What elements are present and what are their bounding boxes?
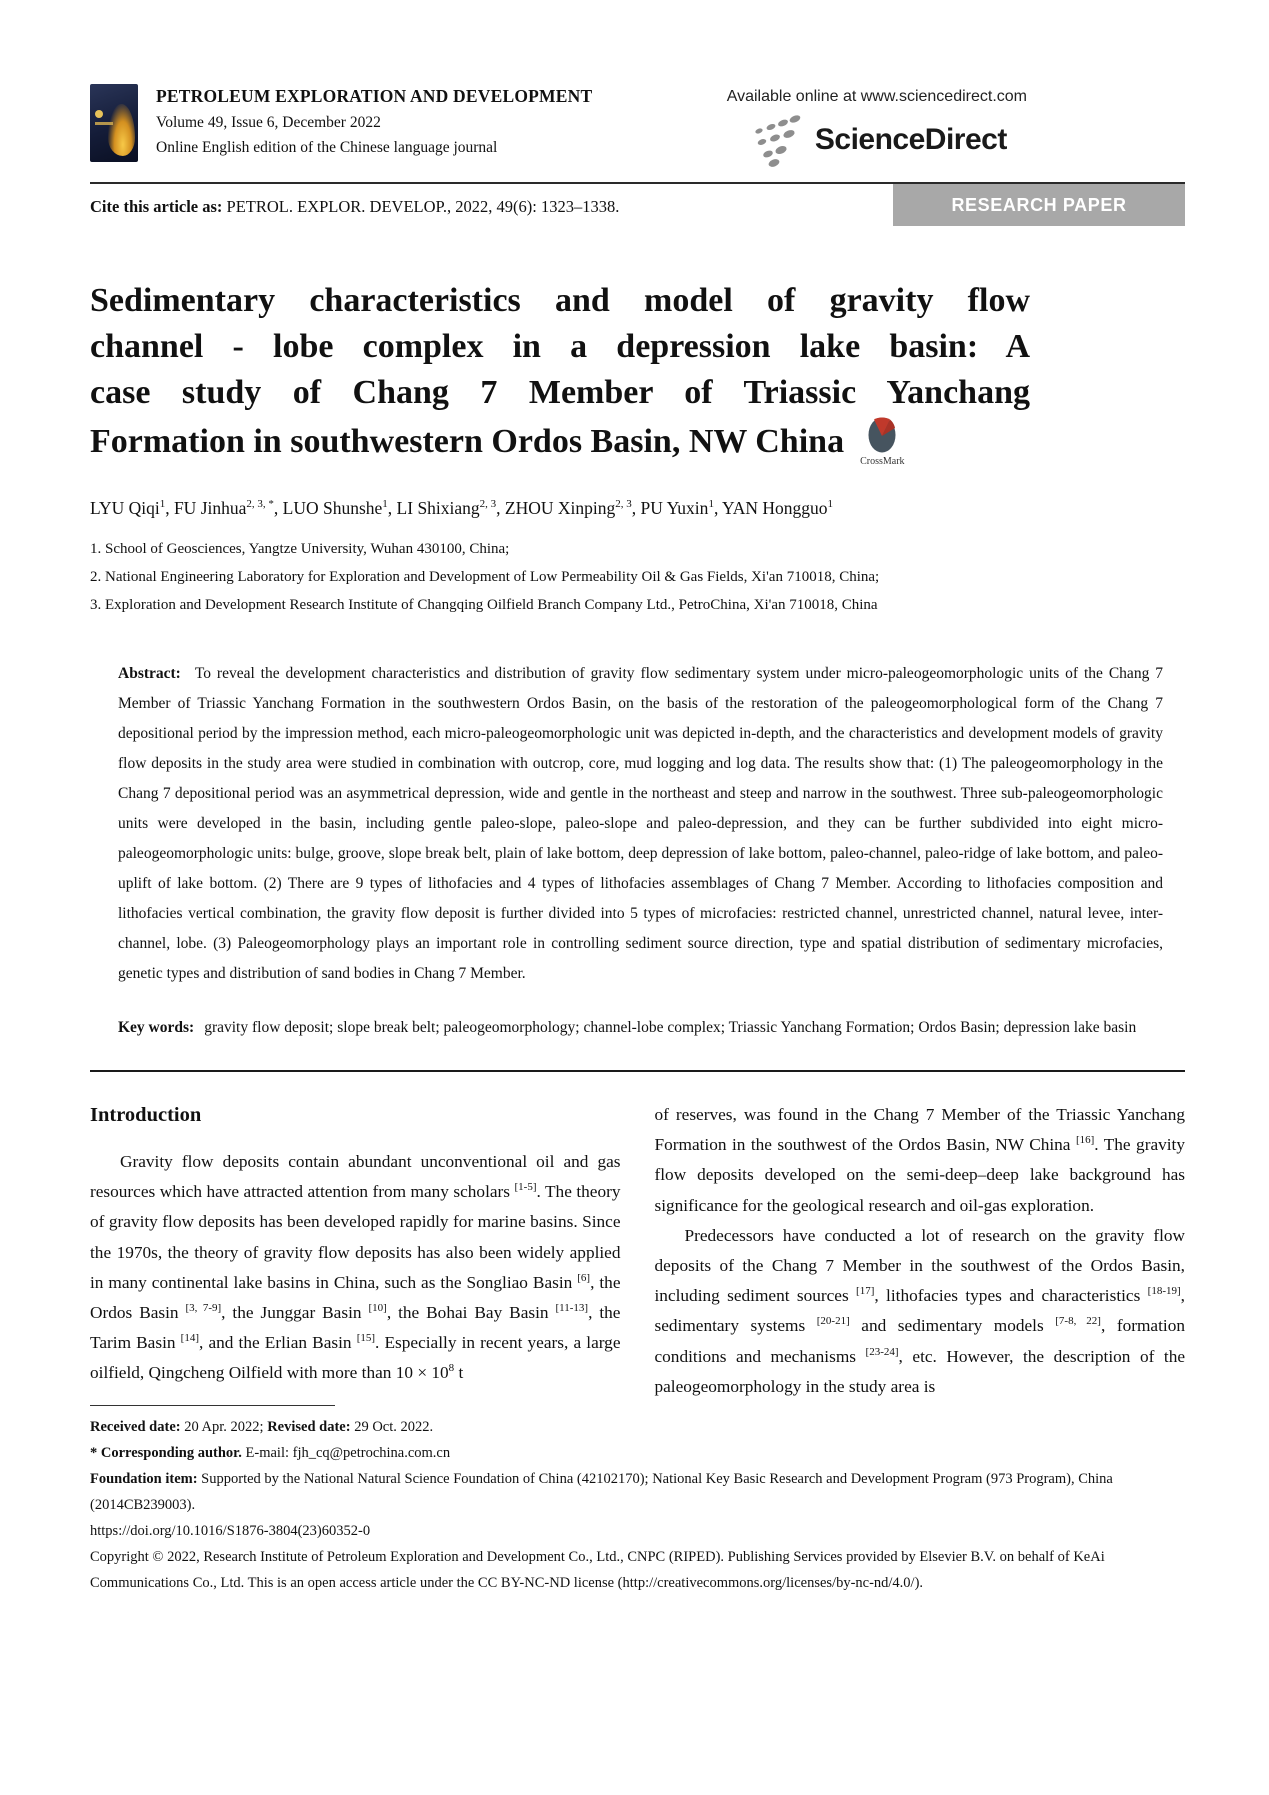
- author: ZHOU Xinping$^{2, 3}$: [504, 498, 632, 518]
- journal-identity: [90, 84, 592, 162]
- keywords-label: Key words:: [118, 1019, 195, 1036]
- sciencedirect-wordmark: ScienceDirect: [814, 123, 1007, 156]
- author: LI Shixiang$^{2, 3}$: [396, 498, 497, 518]
- footnote-line: https://doi.org/10.1016/S1876-3804(23)60352-0: [90, 1522, 371, 1539]
- sciencedirect-block: [727, 88, 1027, 168]
- author: YAN Hongguo$^1$: [722, 498, 834, 518]
- cite-label: Cite this article as:: [90, 197, 223, 216]
- footnote-line: * Corresponding author. E-mail: fjh_cq@petrochina.com.cn: [90, 1444, 451, 1461]
- left-column: [90, 1098, 621, 1414]
- author: LYU Qiqi$^1$: [90, 498, 166, 518]
- title-line: channel - lobe complex in a depression lake basin: A: [90, 328, 1030, 365]
- cite-reference: PETROL. EXPLOR. DEVELOP., 2022, 49(6): 1323–1338.: [226, 197, 620, 216]
- journal-header: [90, 84, 1185, 168]
- title-line: Sedimentary characteristics and model of gravity flow: [90, 282, 1030, 319]
- crossmark-badge[interactable]: [860, 416, 904, 468]
- body-paragraph: Predecessors have conducted a lot of research on the gravity flow deposits of the Chang 7 Member in the southwest of the Ordos Basin, including sediment sources [17], lithofacies types and characteristics [18-19], sedimentary systems [20-21] and sedimentary models [7-8, 22], formation conditions and mechanisms [23-24], etc. However, the description of the paleogeomorphology in the study area is: [654, 1225, 1186, 1396]
- cover-flame-art: [108, 104, 135, 156]
- right-column: [655, 1098, 1186, 1414]
- author: PU Yuxin$^1$: [640, 498, 714, 518]
- sciencedirect-logo: [727, 112, 1027, 168]
- abstract-label: Abstract:: [118, 665, 181, 682]
- title-line-text: Formation in southwestern Ordos Basin, NW China: [90, 423, 845, 460]
- journal-volume: Volume 49, Issue 6, December 2022: [156, 114, 381, 131]
- cite-row: [90, 184, 1185, 226]
- title-line: case study of Chang 7 Member of Triassic Yanchang: [90, 374, 1030, 411]
- authors-line: LYU Qiqi$^1$, FU Jinhua$^{2, 3, *}$, LUO Shunshe$^1$, LI Shixiang$^{2, 3}$, ZHOU Xinping$^{2, 3}$, PU Yuxin$^1$, YAN Hongguo$^1$: [90, 498, 834, 518]
- footnote-line: Foundation item: Supported by the National Natural Science Foundation of China (42102170); National Key Basic Research and Development Program (973 Program), China (2014CB239003).: [90, 1470, 1113, 1513]
- body-divider: [90, 1070, 1185, 1072]
- intro-col-right-paras: [655, 1100, 1186, 1402]
- journal-edition-note: Online English edition of the Chinese language journal: [156, 139, 498, 156]
- footnotes: [90, 1414, 1185, 1596]
- two-column-body: [90, 1098, 1185, 1414]
- footnote-line: Received date: 20 Apr. 2022; Revised date: 29 Oct. 2022.: [90, 1418, 434, 1435]
- body-paragraph: Gravity flow deposits contain abundant unconventional oil and gas resources which have attracted attention from many scholars [1-5]. The theory of gravity flow deposits has been developed rapidly for marine basins. Since the 1970s, the theory of gravity flow deposits has also been widely applied in many continental lake basins in China, such as the Songliao Basin [6], the Ordos Basin [3, 7-9], the Junggar Basin [10], the Bohai Bay Basin [11-13], the Tarim Basin [14], and the Erlian Basin [15]. Especially in recent years, a large oilfield, Qingcheng Oilfield with more than $10 \times 10^8$ t: [90, 1152, 621, 1383]
- article-title: [90, 278, 1030, 468]
- footnote-divider: [90, 1405, 335, 1406]
- journal-name: PETROLEUM EXPLORATION AND DEVELOPMENT: [156, 86, 593, 106]
- journal-cover-thumbnail: [90, 84, 138, 162]
- research-paper-badge: RESEARCH PAPER: [893, 184, 1185, 226]
- keywords-text: gravity flow deposit; slope break belt; paleogeomorphology; channel-lobe complex; Triassic Yanchang Formation; Ordos Basin; depression lake basin: [204, 1019, 1137, 1036]
- cover-emblem: [95, 110, 103, 118]
- abstract-text: To reveal the development characteristics and distribution of gravity flow sedimentary system under micro-paleogeomorphologic units of the Chang 7 Member of Triassic Yanchang Formation in the southwestern Ordos Basin, on the basis of the restoration of the paleogeomorphological form of the Chang 7 depositional period by the impression method, each micro-paleogeomorphologic unit was depicted in-depth, and the characteristics and development models of gravity flow deposits in the study area were studied in combination with outcrop, core, mud logging and log data. The results show that: (1) The paleogeomorphology in the Chang 7 depositional period was an asymmetrical depression, wide and gentle in the northeast and steep and narrow in the southwest. Three sub-paleogeomorphologic units were developed in the basin, including gentle paleo-slope, paleo-slope and paleo-depression, and they can be further subdivided into eight micro-paleogeomorphologic units: bulge, groove, slope break belt, plain of lake bottom, deep depression of lake bottom, paleo-channel, paleo-ridge of lake bottom, and paleo-uplift of lake bottom. (2) There are 9 types of lithofacies and 4 types of lithofacies assemblages of Chang 7 Member. According to lithofacies composition and lithofacies vertical combination, the gravity flow deposit is further divided into 5 types of microfacies: restricted channel, unrestricted channel, natural levee, inter-channel, lobe. (3) Paleogeomorphology plays an important role in controlling sediment source direction, type and spatial distribution of sedimentary microfacies, genetic types and distribution of sand bodies in Chang 7 Member.: [118, 665, 1163, 982]
- intro-col-left-paras: [90, 1147, 621, 1389]
- crossmark-label: CrossMark: [860, 456, 905, 467]
- affiliation: 2. National Engineering Laboratory for Exploration and Development of Low Permeability Oil & Gas Fields, Xi'an 710018, China;: [90, 569, 880, 585]
- author: FU Jinhua$^{2, 3, *}$: [173, 498, 274, 518]
- keywords-paragraph: [118, 1013, 1163, 1042]
- available-online-text: Available online at www.sciencedirect.com: [726, 88, 1027, 105]
- crossmark-icon: [864, 416, 900, 456]
- affiliation: 1. School of Geosciences, Yangtze University, Wuhan 430100, China;: [90, 541, 510, 557]
- title-line-last: [90, 416, 1030, 468]
- affiliation: 3. Exploration and Development Research Institute of Changqing Oilfield Branch Company Ltd., PetroChina, Xi'an 710018, China: [90, 597, 878, 613]
- cite-line: [90, 197, 619, 217]
- section-heading-introduction: Introduction: [90, 1104, 202, 1126]
- abstract-paragraph: [118, 659, 1163, 989]
- cover-band: [95, 122, 113, 125]
- body-paragraph: of reserves, was found in the Chang 7 Member of the Triassic Yanchang Formation in the southwest of the Ordos Basin, NW China [16]. The gravity flow deposits developed on the semi-deep–deep lake background has significance for the geological research and oil-gas exploration.: [654, 1105, 1186, 1215]
- journal-meta: [156, 84, 592, 157]
- sciencedirect-swoosh-icon: [747, 112, 809, 168]
- affiliations: [90, 535, 1185, 619]
- author: LUO Shunshe$^1$: [282, 498, 388, 518]
- footnote-line: Copyright © 2022, Research Institute of Petroleum Exploration and Development Co., Ltd., CNPC (RIPED). Publishing Services provided by Elsevier B.V. on behalf of KeAi Communications Co., Ltd. This is an open access article under the CC BY-NC-ND license (http://creativecommons.org/licenses/by-nc-nd/4.0/).: [90, 1548, 1105, 1591]
